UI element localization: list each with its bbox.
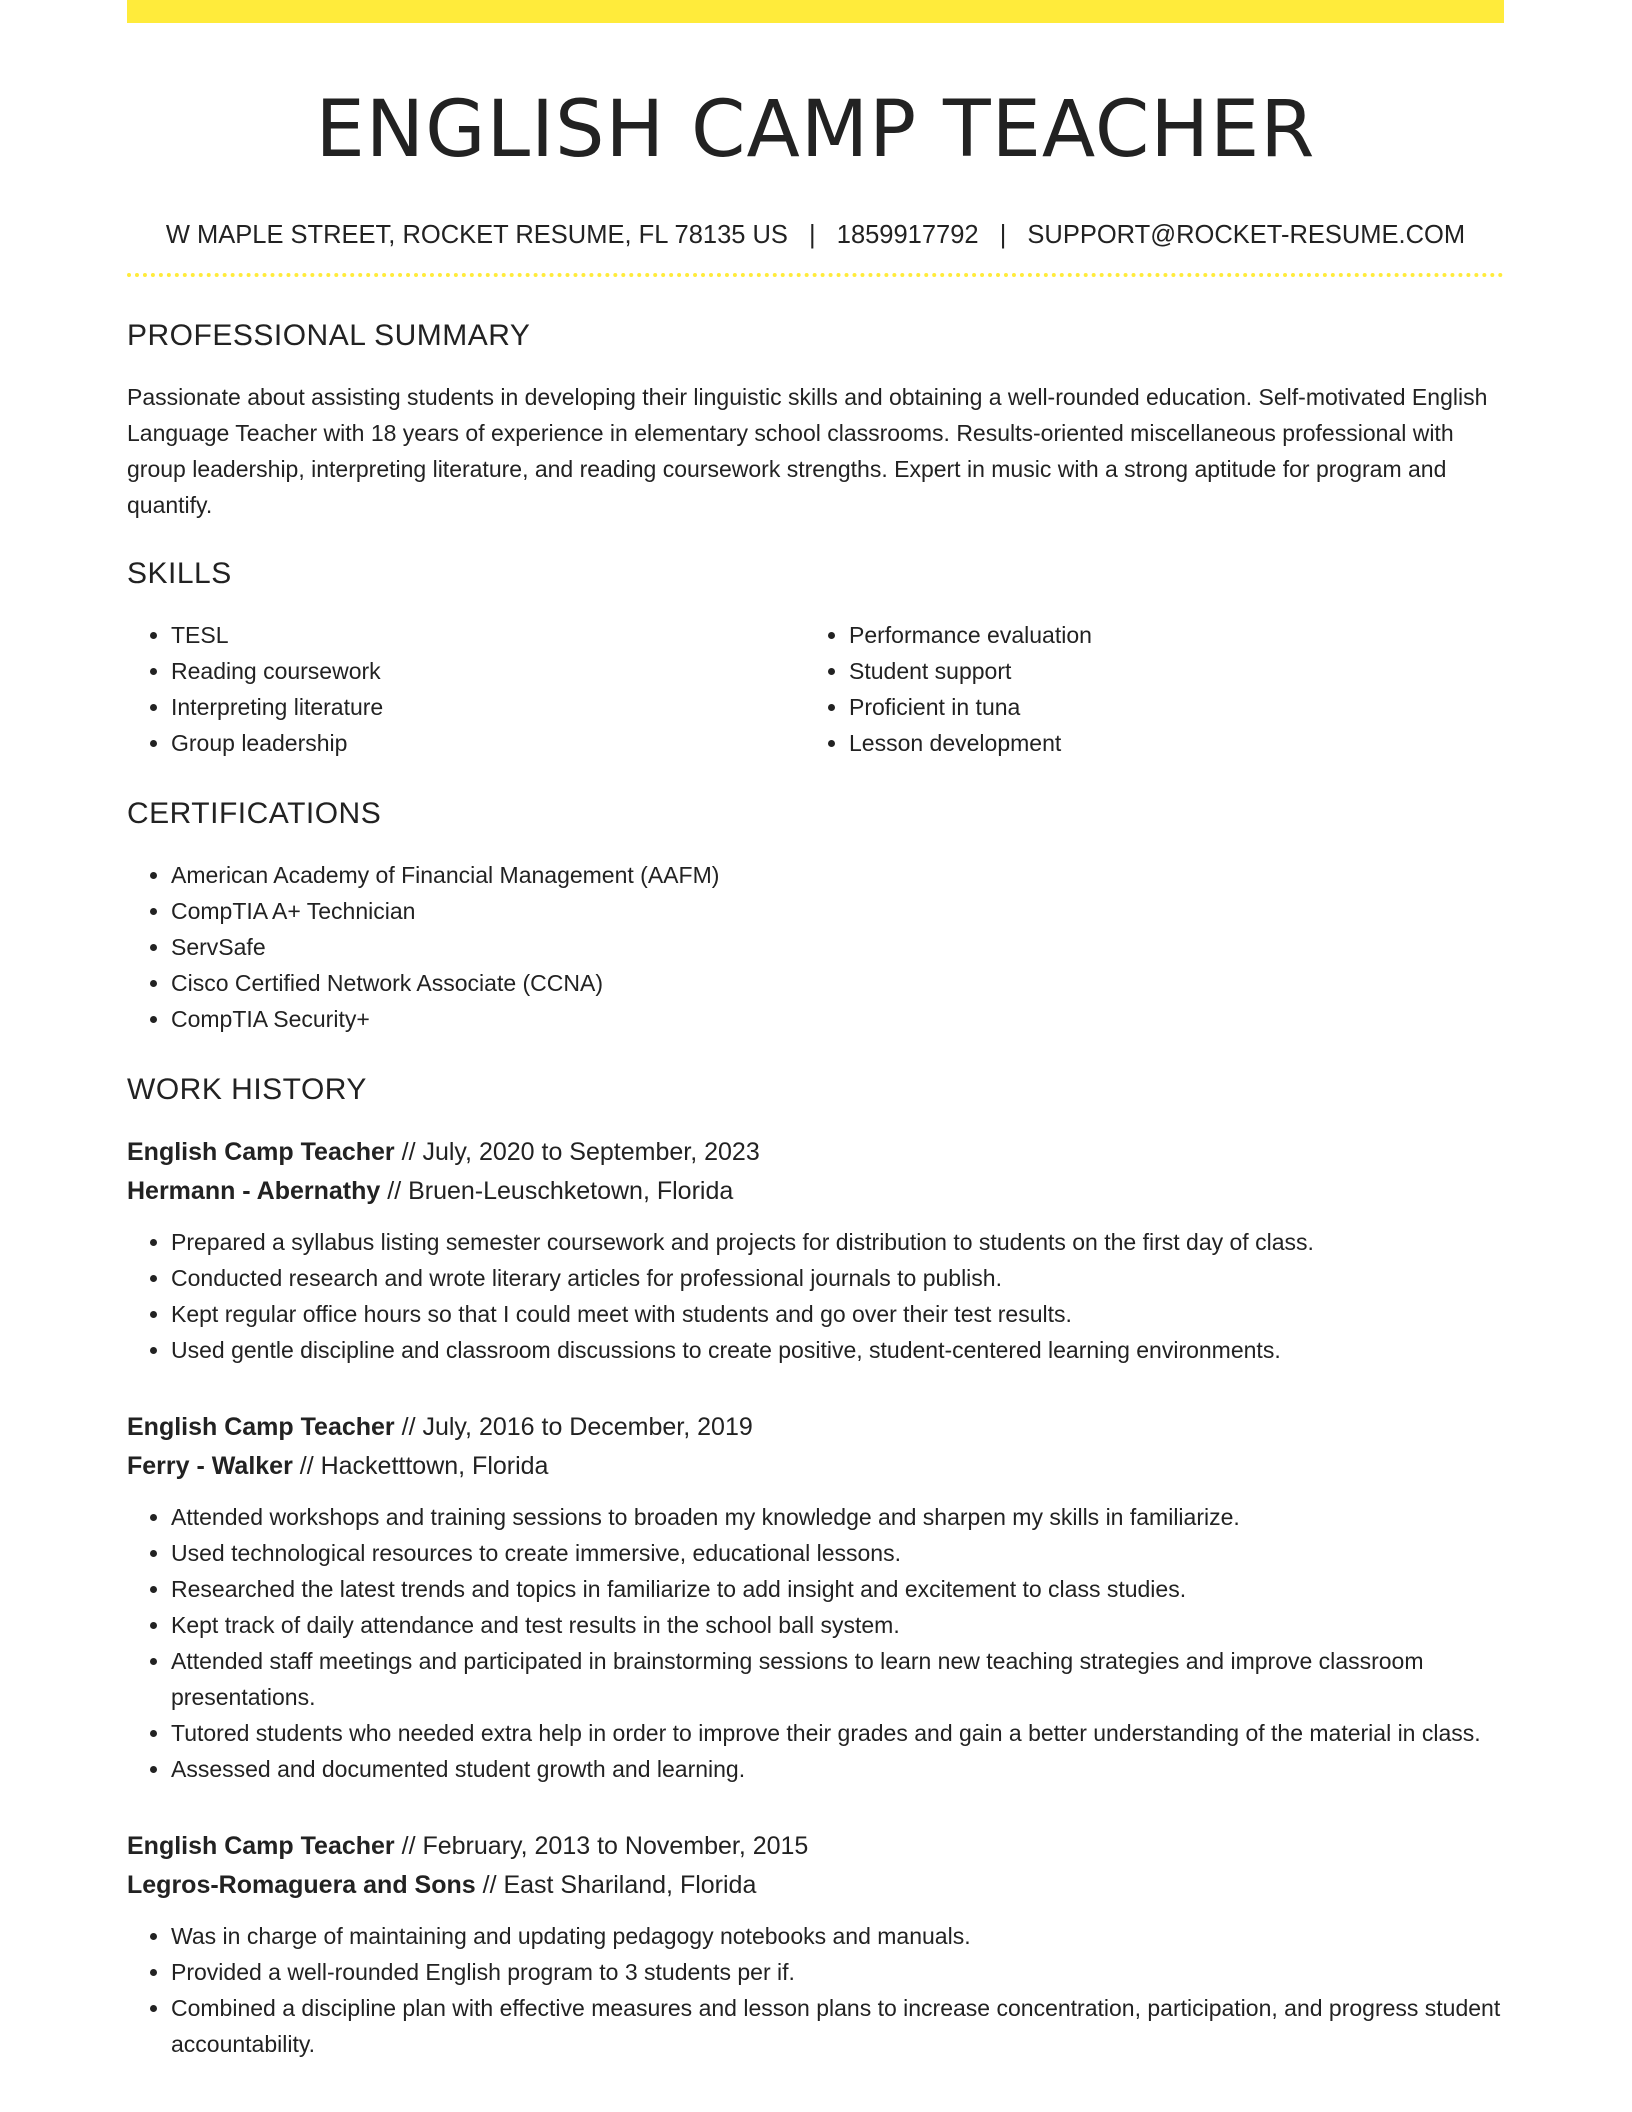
resume-content [127,0,1504,2062]
work-history-section [127,1071,1504,2062]
contact-address: W MAPLE STREET, ROCKET RESUME, FL 78135 US [165,221,788,249]
certifications-heading: CERTIFICATIONS [127,797,382,830]
skills-grid [127,617,1504,761]
job-duty: • Combined a discipline plan with effective measures and lesson plans to increase concentration, participation, and progress student accountability. [171,1990,1504,2062]
skill-item: • Performance evaluation [849,617,1483,653]
job-duty: • Kept track of daily attendance and test results in the school ball system. [171,1607,1504,1643]
job-duty: • Used gentle discipline and classroom discussions to create positive, student-centered learning environments. [171,1332,1504,1368]
job-title-line [127,1827,1504,1866]
job-title: English Camp Teacher [127,1832,395,1860]
summary-text: Passionate about assisting students in developing their linguistic skills and obtaining a well-rounded education. Self-motivated English Language Teacher with 18 years of experience in elementary school classrooms. Results-oriented miscellaneous professional with group leadership, interpreting literature, and reading coursework strengths. Expert in music with a strong aptitude for program and quantify. [127,384,1488,518]
job-company: Ferry - Walker [127,1452,293,1480]
job-company: Hermann - Abernathy [127,1177,381,1205]
job-title-line [127,1408,1504,1447]
skills-list-right [805,617,1483,761]
job-dates: // July, 2016 to December, 2019 [394,1413,753,1441]
job-duty: • Attended staff meetings and participated in brainstorming sessions to learn new teaching strategies and improve classroom presentations. [171,1643,1504,1715]
skill-item: • Reading coursework [171,653,805,689]
job-location: // Hacketttown, Florida [292,1452,549,1480]
job-duty: • Researched the latest trends and topics in familiarize to add insight and excitement to class studies. [171,1571,1504,1607]
job-title: English Camp Teacher [127,1138,395,1166]
header-divider [127,273,1504,277]
skills-heading: SKILLS [127,557,232,590]
job-duties-list [127,1224,1504,1368]
work-history-heading: WORK HISTORY [127,1073,367,1106]
job-duty: • Provided a well-rounded English program to 3 students per if. [171,1954,1504,1990]
job-entry [127,1408,1504,1787]
job-entry [127,1827,1504,2062]
skills-column-left [127,617,805,761]
job-duty: • Prepared a syllabus listing semester coursework and projects for distribution to students on the first day of class. [171,1224,1504,1260]
job-location: // East Shariland, Florida [475,1871,757,1899]
certifications-list [127,857,1504,1037]
job-title-line [127,1133,1504,1172]
job-dates: // July, 2020 to September, 2023 [394,1138,760,1166]
skill-item: • Student support [849,653,1483,689]
skill-item: • Interpreting literature [171,689,805,725]
job-title: English Camp Teacher [127,1413,395,1441]
skill-item: • TESL [171,617,805,653]
summary-heading: PROFESSIONAL SUMMARY [127,319,531,352]
contact-separator: | [999,221,1007,249]
resume-name: ENGLISH CAMP TEACHER [315,85,1316,175]
summary-section [127,317,1504,523]
job-duties-list [127,1499,1504,1787]
contact-phone: 1859917792 [836,221,979,249]
job-entry [127,1133,1504,1368]
certification-item: • CompTIA Security+ [171,1001,1504,1037]
job-company-line [127,1447,1504,1486]
job-duty: • Was in charge of maintaining and updating pedagogy notebooks and manuals. [171,1918,1504,1954]
job-dates: // February, 2013 to November, 2015 [394,1832,809,1860]
contact-line [127,219,1504,251]
contact-separator: | [809,221,816,249]
skills-column-right [805,617,1483,761]
job-company: Legros-Romaguera and Sons [127,1871,476,1899]
job-duty: • Assessed and documented student growth and learning. [171,1751,1504,1787]
job-company-line [127,1172,1504,1211]
job-duty: • Used technological resources to create immersive, educational lessons. [171,1535,1504,1571]
skills-list-left [127,617,805,761]
skill-item: • Proficient in tuna [849,689,1483,725]
certification-item: • American Academy of Financial Management (AAFM) [171,857,1504,893]
job-company-line [127,1866,1504,1905]
certification-item: • Cisco Certified Network Associate (CCNA) [171,965,1504,1001]
job-duty: • Attended workshops and training sessions to broaden my knowledge and sharpen my skills in familiarize. [171,1499,1504,1535]
job-duty: • Kept regular office hours so that I could meet with students and go over their test results. [171,1296,1504,1332]
job-location: // Bruen-Leuschketown, Florida [380,1177,734,1205]
job-duty: • Conducted research and wrote literary articles for professional journals to publish. [171,1260,1504,1296]
certifications-section [127,795,1504,1037]
certification-item: • CompTIA A+ Technician [171,893,1504,929]
contact-email: SUPPORT@ROCKET-RESUME.COM [1027,221,1466,249]
skill-item: • Lesson development [849,725,1483,761]
certification-item: • ServSafe [171,929,1504,965]
job-duty: • Tutored students who needed extra help in order to improve their grades and gain a better understanding of the material in class. [171,1715,1504,1751]
skills-section [127,555,1504,761]
skill-item: • Group leadership [171,725,805,761]
job-duties-list [127,1918,1504,2062]
